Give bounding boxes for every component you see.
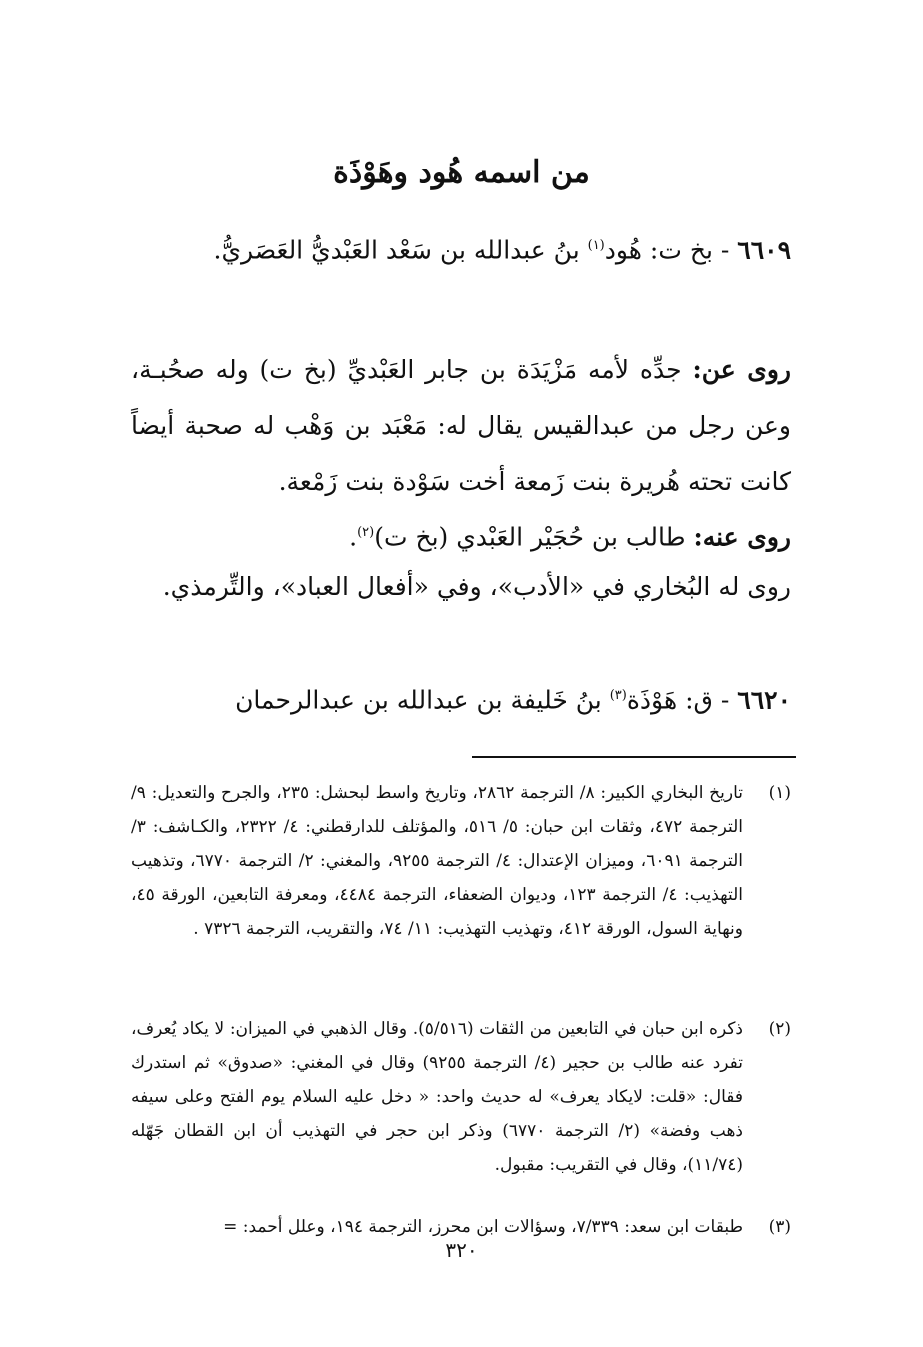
footnote-text: تاريخ البخاري الكبير: ٨/ الترجمة ٢٨٦٢، وتاريخ واسط لبحشل: ٢٣٥، والجرح والتعديل: ٩/ الترجمة ٤٧٢، وثقات ابن حبان: ٥/ ٥١٦، والمؤتلف للدارقطني: ٤/ ٢٣٢٢، والكـاشف: ٣/ الترجمة ٦٠٩١، وميزان الإعتدال: ٤/ الترجمة ٩٢٥٥، والمغني: ٢/ الترجمة ٦٧٧٠، وتذهيب التهذيب: ٤/ الترجمة ١٢٣، وديوان الضعفاء، الترجمة ٤٤٨٤، ومعرفة التابعين، الورقة ٤٥، ونهاية السول، الورقة ٤١٢، وتهذيب التهذيب: ١١/ ٧٤، والتقريب، الترجمة ٧٣٢٦ .: [131, 783, 744, 939]
entry-sigla-name: - ق: هَوْذَة: [626, 685, 730, 715]
narrated-from-text: جدِّه لأمه مَزْيَدَة بن جابر العَبْديِّ (بخ ت) وله صحُبـة، وعن رجل من عبدالقيس يقال له: مَعْبَد بن وَهْب له صحبة أيضاً كانت تحته هُريرة بنت زَمعة أخت سَوْدة بنت زَمْعة.: [131, 355, 791, 496]
narrated-by-paragraph: [131, 505, 791, 565]
section-heading: من اسمه هُود وهَوْذَة: [333, 155, 590, 190]
footnote-divider: [472, 756, 796, 758]
narrated-from-paragraph: [131, 342, 791, 510]
entry-6609: [131, 218, 791, 278]
narrated-by-text: طالب بن حُجَيْر العَبْدي (بخ ت): [374, 522, 694, 552]
narrated-by-label: روى عنه:: [693, 522, 791, 552]
entry-number: ٦٦٠٩: [737, 235, 791, 265]
footnote-ref-3[interactable]: (٣): [609, 688, 627, 703]
reported-by-text: روى له البُخاري في «الأدب»، وفي «أفعال العباد»، والتِّرمذي.: [162, 572, 791, 601]
narrated-by-end: .: [349, 522, 358, 552]
page-number: ٣٢٠: [445, 1238, 478, 1262]
entry-sigla-name: - بخ ت: هُود: [604, 235, 730, 265]
footnote-ref-2[interactable]: (٢): [357, 525, 375, 540]
narrated-from-label: روى عن:: [692, 355, 792, 384]
entry-number: ٦٦٢٠: [737, 685, 791, 715]
footnote-number: (٢): [768, 1019, 791, 1039]
footnote-text: طبقات ابن سعد: ٧/٣٣٩، وسؤالات ابن محرز، الترجمة ١٩٤، وعلل أحمد: =: [223, 1217, 743, 1237]
reported-by-paragraph: [131, 559, 791, 615]
footnote-number: (١): [768, 783, 791, 803]
entry-6620: [131, 668, 791, 728]
footnote-ref-1[interactable]: (١): [587, 238, 605, 253]
footnote-text: ذكره ابن حبان في التابعين من الثقات (٥/٥١٦). وقال الذهبي في الميزان: لا يكاد يُعرف، تفرد عنه طالب بن حجير (٤/ الترجمة ٩٢٥٥) وقال في المغني: «صدوق» ثم استدرك فقال: «قلت: لايكاد يعرف» له حديث واحد: « دخل عليه السلام يوم الفتح وعلى سيفه ذهب وفضة» (٢/ الترجمة ٦٧٧٠) وذكر ابن حجر في التهذيب أن ابن القطان جَهّله (١١/٧٤)، وقال في التقريب: مقبول.: [131, 1019, 743, 1175]
footnote-number: (٣): [768, 1217, 791, 1237]
entry-lineage: بنُ خَليفة بن عبدالله بن عبدالرحمان: [235, 685, 610, 715]
footnote-1: [131, 776, 791, 946]
entry-lineage: بنُ عبدالله بن سَعْد العَبْديُّ العَصَريُّ.: [213, 235, 588, 265]
footnote-2: [131, 1012, 791, 1182]
